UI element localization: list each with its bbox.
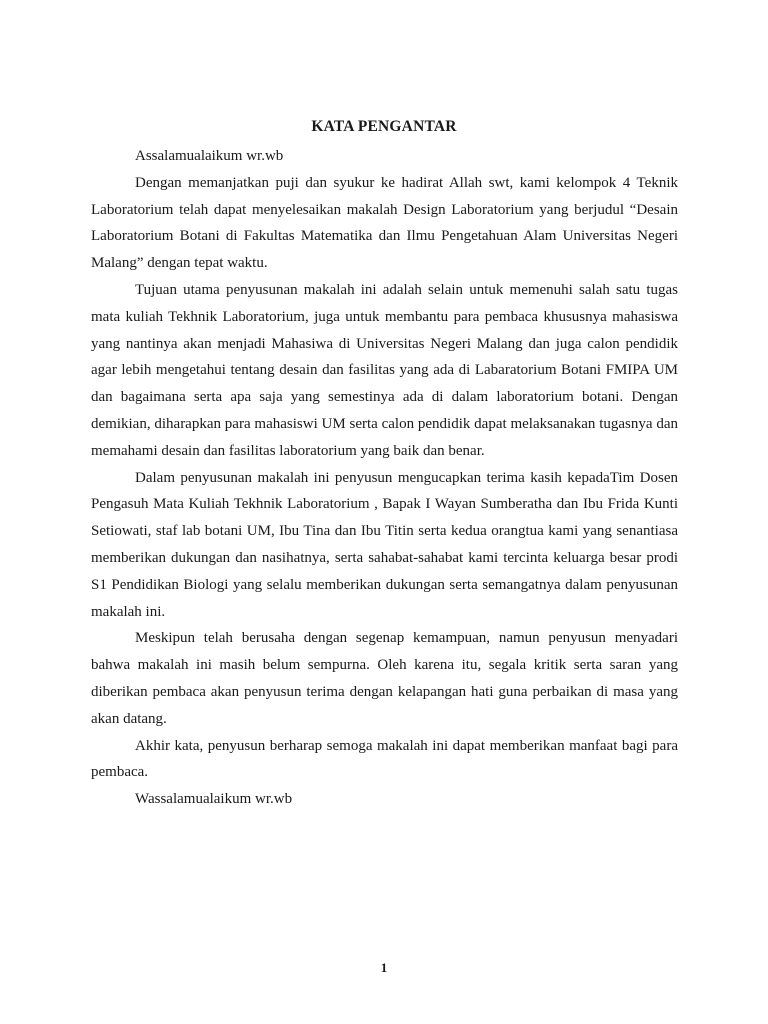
body-paragraph-5: Akhir kata, penyusun berharap semoga makalah ini dapat memberikan manfaat bagi para pembaca. bbox=[91, 737, 678, 781]
closing-paragraph: Wassalamualaikum wr.wb bbox=[135, 791, 293, 808]
page-number: 1 bbox=[380, 960, 388, 975]
document-body bbox=[91, 143, 678, 813]
body-paragraph-1: Dengan memanjatkan puji dan syukur ke hadirat Allah swt, kami kelompok 4 Teknik Laboratorium telah dapat menyelesaikan makalah Design Laboratorium yang berjudul “Desain Laboratorium Botani di Fakultas Matematika dan Ilmu Pengetahuan Alam Universitas Negeri Malang” dengan tepat waktu. bbox=[91, 174, 678, 272]
page-title: KATA PENGANTAR bbox=[311, 118, 457, 135]
greeting-paragraph: Assalamualaikum wr.wb bbox=[135, 148, 284, 164]
body-paragraph-4: Meskipun telah berusaha dengan segenap kemampuan, namun penyusun menyadari bahwa makalah ini masih belum sempurna. Oleh karena itu, segala kritik serta saran yang diberikan pembaca akan penyusun terima dengan kelapangan hati guna perbaikan di masa yang akan datang. bbox=[91, 630, 678, 727]
body-paragraph-2: Tujuan utama penyusunan makalah ini adalah selain untuk memenuhi salah satu tugas mata kuliah Tekhnik Laboratorium, juga untuk membantu para pembaca khususnya mahasiswa yang nantinya akan menjadi Mahasiwa di Universitas Negeri Malang dan juga calon pendidik agar lebih mengetahui tentang desain dan fasilitas yang ada di Labaratorium Botani FMIPA UM dan bagaimana serta apa saja yang semestinya ada di dalam laboratorium botani. Dengan demikian, diharapkan para mahasiswi UM serta calon pendidik dapat melaksanakan tugasnya dan memahami desain dan fasilitas laboratorium yang baik dan benar. bbox=[91, 281, 678, 459]
body-paragraph-3: Dalam penyusunan makalah ini penyusun mengucapkan terima kasih kepadaTim Dosen Pengasuh Mata Kuliah Tekhnik Laboratorium , Bapak I Wayan Sumberatha dan Ibu Frida Kunti Setiowati, staf lab botani UM, Ibu Tina dan Ibu Titin serta kedua orangtua kami yang senantiasa memberikan dukungan dan nasihatnya, serta sahabat-sahabat kami tercinta keluarga besar prodi S1 Pendidikan Biologi yang selalu memberikan dukungan serta semangatnya dalam penyusunan makalah ini. bbox=[91, 469, 678, 620]
